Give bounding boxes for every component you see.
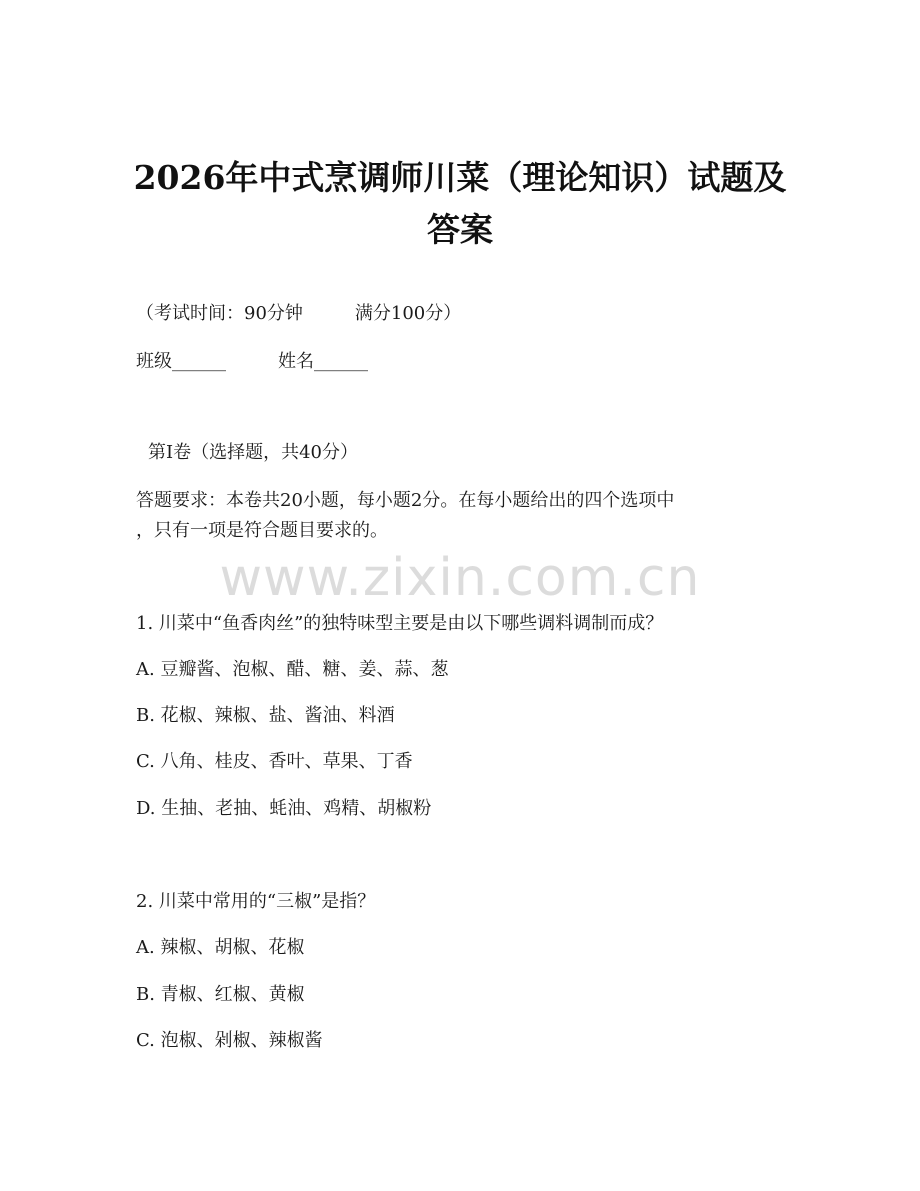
title-line-1: 2026年中式烹调师川菜（理论知识）试题及 xyxy=(133,158,787,197)
question-1-option-a: A. 豆瓣酱、泡椒、醋、糖、姜、蒜、葱 xyxy=(136,659,449,680)
class-field: 班级______ xyxy=(136,351,226,372)
title-line-2: 答案 xyxy=(427,210,493,249)
question-2-option-c: C. 泡椒、剁椒、辣椒酱 xyxy=(136,1030,323,1051)
full-score: 满分100分） xyxy=(354,303,462,324)
document-title xyxy=(100,152,820,256)
instructions-line-2: ，只有一项是符合题目要求的。 xyxy=(136,520,388,541)
exam-time: （考试时间：90分钟 xyxy=(136,303,303,324)
question-1-option-b: B. 花椒、辣椒、盐、酱油、料酒 xyxy=(136,705,395,726)
question-1-stem: 1. 川菜中“鱼香肉丝”的独特味型主要是由以下哪些调料调制而成？ xyxy=(136,613,664,634)
section-heading: 第Ⅰ卷（选择题，共40分） xyxy=(148,442,359,463)
question-2-option-b: B. 青椒、红椒、黄椒 xyxy=(136,984,305,1005)
question-1-option-c: C. 八角、桂皮、香叶、草果、丁香 xyxy=(136,751,413,772)
student-info xyxy=(136,350,368,374)
question-2-option-a: A. 辣椒、胡椒、花椒 xyxy=(136,937,305,958)
watermark: www.zixin.com.cn xyxy=(219,548,701,608)
question-2-stem: 2. 川菜中常用的“三椒”是指？ xyxy=(136,891,376,912)
question-1-option-d: D. 生抽、老抽、蚝油、鸡精、胡椒粉 xyxy=(136,798,432,819)
instructions-line-1: 答题要求：本卷共20小题，每小题2分。在每小题给出的四个选项中 xyxy=(136,490,675,511)
exam-info xyxy=(136,302,461,326)
name-field: 姓名______ xyxy=(278,351,368,372)
